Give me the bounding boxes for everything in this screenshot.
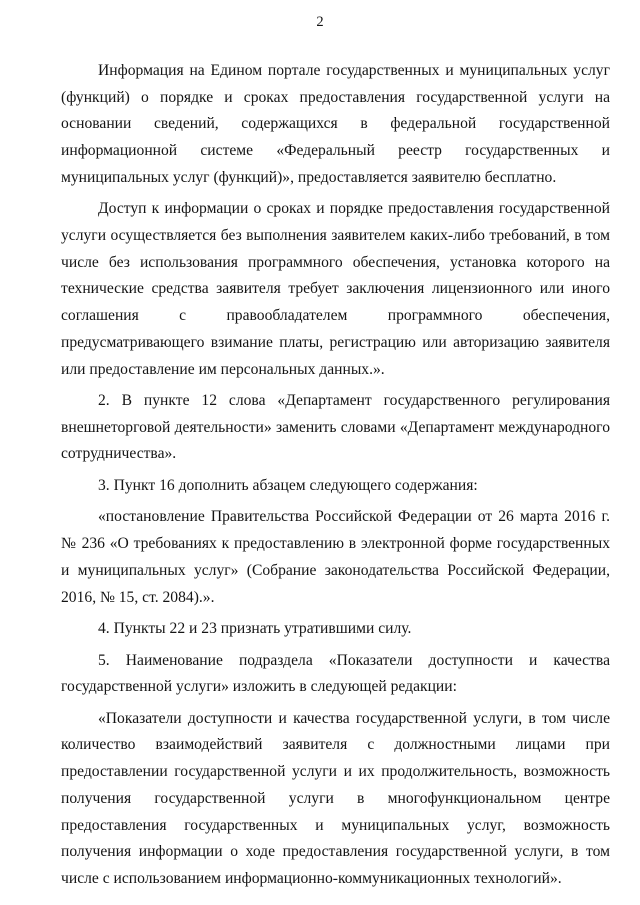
paragraph-portal-information: Информация на Едином портале государственных и муниципальных услуг (функций) о порядке и сроках предоставления государственной услуги на основании сведений, содержащихся в федеральной государственной информационной системе «Федеральный реестр государственных и муниципальных услуг (функций)», предоставляется заявителю бесплатно.: [61, 62, 610, 186]
paragraph-new-subsection-title: «Показатели доступности и качества государственной услуги, в том числе количество взаимодействий заявителя с должностными лицами при предоставлении государственной услуги и их продолжительность, возможность получения государственной услуги в многофункциональном центре предоставления государственных и муниципальных услуг, возможность получения информации о ходе предоставления государственной услуги, в том числе с использованием информационно-коммуникационных технологий».: [61, 709, 610, 887]
page-number: 2: [316, 14, 324, 30]
paragraph-amendment-4: 4. Пункты 22 и 23 признать утратившими силу.: [98, 620, 412, 638]
paragraph-access-to-information: Доступ к информации о сроках и порядке предоставления государственной услуги осуществляется без выполнения заявителем каких-либо требований, в том числе без использования программного обеспечения, установка которого на технические средства заявителя требует заключения лицензионного или иного соглашения с правообладателем программного обеспечения, предусматривающего взимание платы, регистрацию или авторизацию заявителя или предоставление им персональных данных.».: [61, 200, 610, 378]
document-body: [61, 58, 610, 897]
paragraph-decree-citation: «постановление Правительства Российской Федерации от 26 марта 2016 г. № 236 «О требованиях к предоставлению в электронной форме государственных и муниципальных услуг» (Собрание законодательства Российской Федерации, 2016, № 15, ст. 2084).».: [61, 508, 610, 606]
paragraph-amendment-5: 5. Наименование подраздела «Показатели доступности и качества государственной услуги» изложить в следующей редакции:: [61, 651, 610, 696]
paragraph-amendment-2: 2. В пункте 12 слова «Департамент государственного регулирования внешнеторговой деятельности» заменить словами «Департамент международного сотрудничества».: [61, 392, 610, 463]
paragraph-amendment-3: 3. Пункт 16 дополнить абзацем следующего содержания:: [98, 476, 478, 494]
